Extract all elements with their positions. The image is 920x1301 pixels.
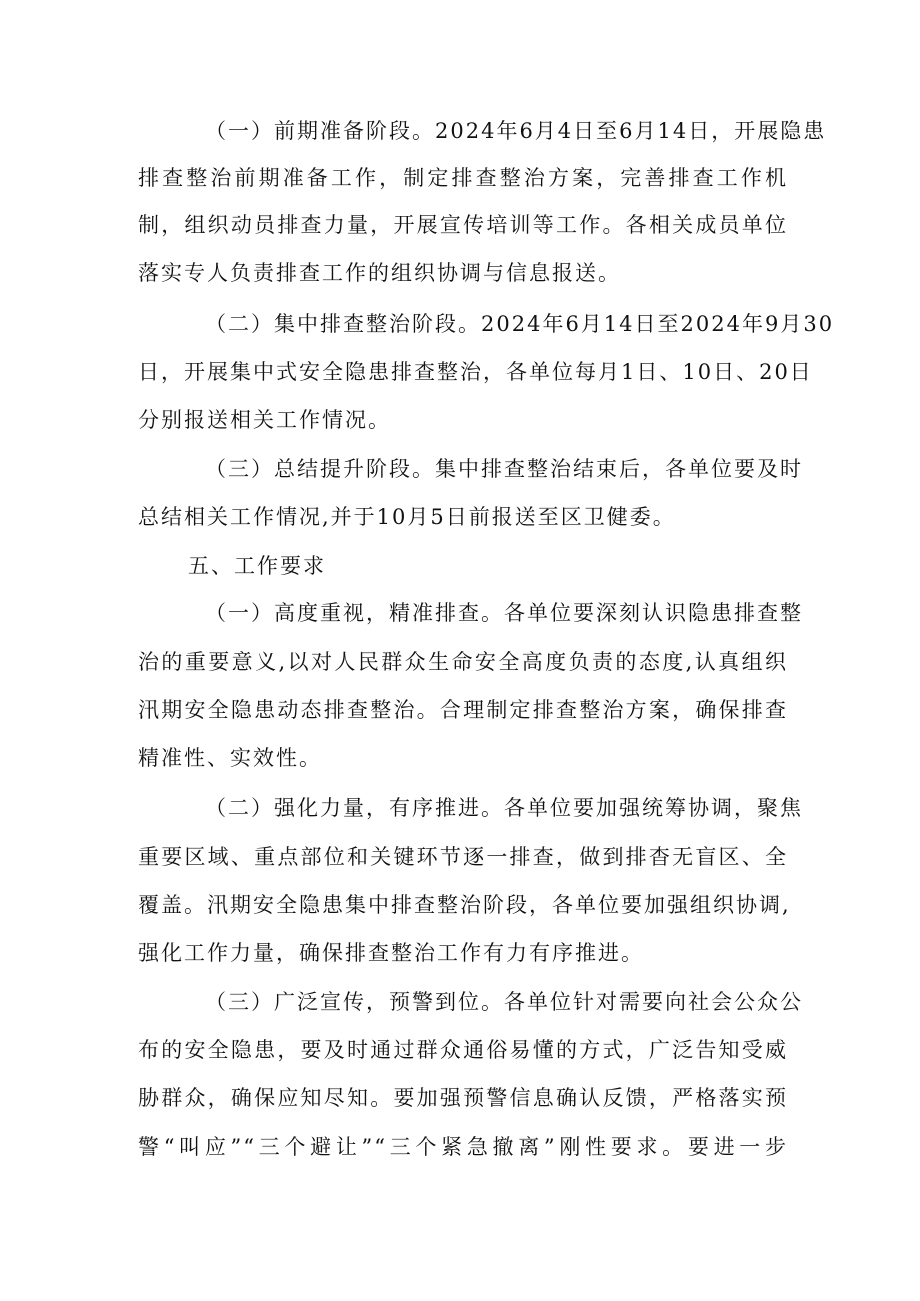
- text-line: 汛期安全隐患动态排查整治。合理制定排查整治方案，确保排查: [138, 698, 788, 722]
- text-line: 布的安全隐患，要及时通过群众通俗易懂的方式，广泛告知受威: [138, 1038, 788, 1062]
- text-line: 制，组织动员排查力量，开展宣传培训等工作。各相关成员单位: [138, 213, 788, 237]
- text-line: 强化工作力量，确保排查整治工作有力有序推进。: [138, 941, 644, 965]
- text-line: 精准性、实效性。: [138, 746, 322, 770]
- text-line: （三）广泛宣传，预警到位。各单位针对需要向社会公众公: [205, 990, 803, 1014]
- text-line: （二）强化力量，有序推进。各单位要加强统筹协调，聚焦: [205, 796, 803, 820]
- text-line: 落实专人负责排查工作的组织协调与信息报送。: [138, 261, 621, 285]
- text-line: 重要区域、重点部位和关键环节逐一排查，做到排杳无盲区、全: [138, 845, 788, 869]
- text-line: 治的重要意义,以对人民群众生命安全高度负责的态度,认真组织: [138, 650, 788, 674]
- text-line: 胁群众，确保应知尽知。要加强预警信息确认反馈，严格落实预: [138, 1086, 788, 1110]
- text-line: （一）前期准备阶段。2024年6月4日至6月14日，开展隐患: [205, 119, 827, 143]
- text-line: 分别报送相关工作情况。: [138, 408, 391, 432]
- text-line: 警“叫应”“三个避让”“三个紧急撤离”刚性要求。要进一步: [138, 1135, 788, 1159]
- text-line: 日，开展集中式安全隐患排查整治，各单位每月1日、10日、20日: [138, 360, 813, 384]
- text-line: 总结相关工作情况,并于10月5日前报送至区卫健委。: [138, 505, 676, 529]
- text-line: 排查整治前期准备工作，制定排查整治方案，完善排查工作机: [138, 166, 788, 190]
- text-line: 覆盖。汛期安全隐患集中排查整治阶段，各单位要加强组织协调,: [138, 893, 791, 917]
- text-line: （一）高度重视，精准排查。各单位要深刻认识隐患排查整: [205, 601, 803, 625]
- text-line: （三）总结提升阶段。集中排查整治结束后，各单位要及时: [205, 457, 803, 481]
- text-line: （二）集中排查整治阶段。2024年6月14日至2024年9月30: [205, 312, 835, 336]
- section-heading: 五、工作要求: [188, 554, 326, 578]
